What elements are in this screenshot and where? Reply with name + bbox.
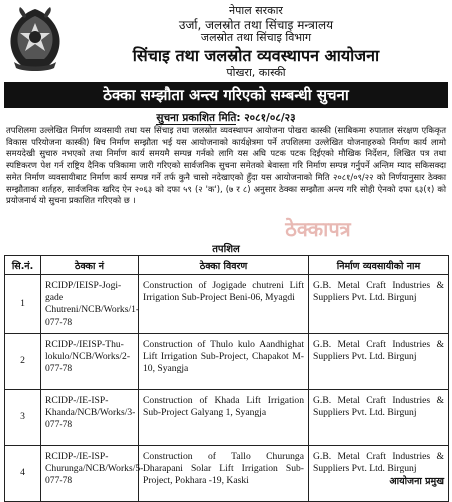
column-header-contractor: निर्माण व्यवसायीको नाम [309,256,449,275]
government-name: नेपाल सरकार [229,4,283,17]
row-contractor-name: G.B. Metal Craft Industries & Suppliers Pvt. Ltd. Birgunj [309,445,449,501]
row-serial-number: 1 [5,275,41,334]
department-name: जलस्रोत तथा सिंचाइ विभाग [200,31,312,44]
row-contractor-name: G.B. Metal Craft Industries & Suppliers Pvt. Ltd. Birgunj [309,333,449,389]
details-caption: तपशिल [212,244,240,255]
notice-body: तपशिलमा उल्लेखित निर्माण व्यवसायी तथा यस सिंचाइ तथा जलस्रोत व्यवस्थापन आयोजना पोखरा कास्की (साबिकमा रुपाताल संरक्षण एकिकृत विकास परियोजना कास्की) बिच निर्माण सम्झौता भई यस आयोजनाको कार्यक्षेत्रमा पर्ने तपशिलमा उल्लेखित योजनाहरुको निर्माण कार्य लामो समयदेखी सुचारु नभएको तथा निर्माण कार्य समयमै सम्पन्न गर्नको लागि यस अघि पटक पटक दिईएको मौखिक निर्देशन, लिखित पत्र तथा स्पष्टिकरण पेश गर्न राष्ट्रिय दैनिक पत्रिकामा जारी गरिएको सार्वजनिक सुचना समेतको बेवास्ता गरि निर्माण सम्पन्न गर्नुपर्ने अन्तिम म्याद सकिसक्दा समेत निर्माण व्यवसायीबाट निर्माण कार्य सम्पन्न गर्ने तर्फ कुनै चासो नदेखाएको हुँदा यस आयोजनाको मिति २०८१/०९/२२ को निर्णयानुसार ठेक्का सम्झौताका शर्तहरु, सार्वजनिक खरिद ऐन २०६३ को दफा ५९ (२ 'क'), (७ र ८) अनुसार ठेक्का सम्झौता अन्त्य गरि सोही ऐनको दफा ६३(१) को प्रयोजनार्थ यो सुचना प्रकाशित गरिएको छ । [6,125,446,206]
row-contract-description: Construction of Tallo Churunga Dharapani Solar Lift Irrigation Sub-Project, Pokhara -19, Kaski [139,445,309,501]
publish-date-line [0,111,452,125]
row-serial-number: 4 [5,445,41,501]
project-location: पोखरा, कास्की [226,66,286,79]
publish-date-label: सुचना प्रकाशित मिति [156,112,237,124]
notice-title-banner: ठेक्का सम्झौता अन्त्य गरिएको सम्बन्धी सुचना [4,82,448,108]
row-contract-description: Construction of Thulo kulo Aandhighat Lift Irrigation Sub-Project, Chapakot M-10, Syangja [139,333,309,389]
publish-date-value: २०८१/०८/२३ [244,112,296,124]
row-contract-number: RCIDP-/IEISP-Thu-lokulo/NCB/Works/2-077-78 [41,333,139,389]
project-chief-signature-label: आयोजना प्रमुख [389,476,444,487]
row-contract-number: RCIDP-/IE-ISP-Churunga/NCB/Works/5-077-78 [41,445,139,501]
publish-date-separator: : [236,112,245,124]
row-contractor-name: G.B. Metal Craft Industries & Suppliers Pvt. Ltd. Birgunj [309,275,449,334]
column-header-sn: सि.नं. [5,256,41,275]
row-contract-number: RCIDP/IEISP-Jogi-gade Chutreni/NCB/Works/1-077-78 [41,275,139,334]
row-contract-description: Construction of Jogigade chutreni Lift Irrigation Sub-Project Beni-06, Myagdi [139,275,309,334]
row-contractor-name: G.B. Metal Craft Industries & Suppliers Pvt. Ltd. Birgunj [309,389,449,445]
table-row [5,445,449,501]
row-serial-number: 3 [5,389,41,445]
column-header-description: ठेक्का विवरण [139,256,309,275]
table-row [5,333,449,389]
table-header-row [5,256,449,275]
svg-text:ठेक्कापत्र: ठेक्कापत्र [285,217,351,241]
row-serial-number: 2 [5,333,41,389]
government-emblem-icon [4,6,66,72]
row-contract-description: Construction of Khada Lift Irrigation Sub-Project Galyang 1, Syangja [139,389,309,445]
project-name: सिंचाइ तथा जलस्रोत व्यवस्थापन आयोजना [132,46,380,65]
contracts-table [4,255,449,502]
column-header-contract-no: ठेक्का नं [41,256,139,275]
table-row [5,389,449,445]
ministry-name: उर्जा, जलस्रोत तथा सिंचाइ मन्त्रालय [178,18,334,32]
row-contract-number: RCIDP-/IE-ISP-Khanda/NCB/Works/3-077-78 [41,389,139,445]
table-row [5,275,449,334]
